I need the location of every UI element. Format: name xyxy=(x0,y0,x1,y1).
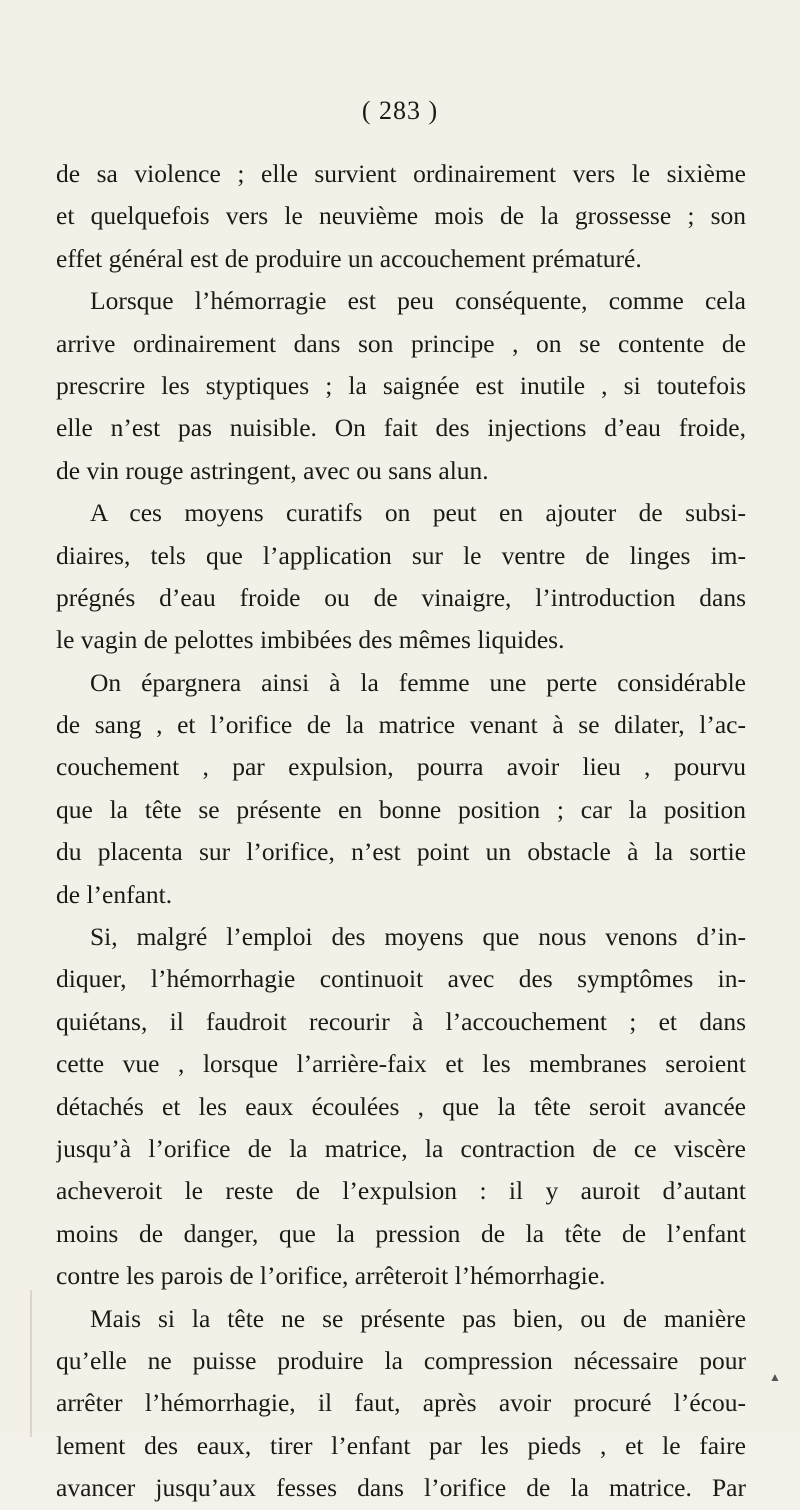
text-line: effet général est de produire un accouchement prématuré. xyxy=(56,243,642,273)
text-line: de sang , et l’orifice de la matrice venant à se dilater, l’ac- xyxy=(56,710,746,740)
text-line: lement des eaux, tirer l’enfant par les pieds , et le faire xyxy=(56,1430,746,1460)
text-line: du placenta sur l’orifice, n’est point un obstacle à la sortie xyxy=(56,837,746,867)
page-body-text xyxy=(56,153,746,1510)
text-line: couchement , par expulsion, pourra avoir lieu , pourvu xyxy=(56,752,746,782)
margin-mark: ▲ xyxy=(769,1370,781,1384)
text-line: acheveroit le reste de l’expulsion : il y auroit d’autant xyxy=(56,1176,746,1206)
text-line: prégnés d’eau froide ou de vinaigre, l’introduction dans xyxy=(56,582,746,612)
text-line: Lorsque l’hémorragie est peu conséquente, comme cela xyxy=(90,286,746,316)
text-line: elle n’est pas nuisible. On fait des injections d’eau froide, xyxy=(56,413,746,443)
text-line: avancer jusqu’aux fesses dans l’orifice de la matrice. Par xyxy=(56,1473,746,1503)
text-line: arrêter l’hémorrhagie, il faut, après avoir procuré l’écou- xyxy=(56,1388,746,1418)
text-line: Mais si la tête ne se présente pas bien, ou de manière xyxy=(90,1303,746,1333)
text-line: Si, malgré l’emploi des moyens que nous venons d’in- xyxy=(90,922,746,952)
text-line: diaires, tels que l’application sur le ventre de linges im- xyxy=(56,540,746,570)
text-line: moins de danger, que la pression de la tête de l’enfant xyxy=(56,1218,746,1248)
text-line: détachés et les eaux écoulées , que la tête seroit avancée xyxy=(56,1091,746,1121)
text-line: qu’elle ne puisse produire la compression nécessaire pour xyxy=(56,1345,746,1375)
text-line: jusqu’à l’orifice de la matrice, la contraction de ce viscère xyxy=(56,1133,746,1163)
text-line: arrive ordinairement dans son principe , on se contente de xyxy=(56,328,746,358)
text-line: de sa violence ; elle survient ordinairement vers le sixième xyxy=(56,159,746,188)
text-line: prescrire les styptiques ; la saignée est inutile , si toutefois xyxy=(56,370,746,400)
text-line: cette vue , lorsque l’arrière-faix et les membranes seroient xyxy=(56,1049,746,1079)
text-line: que la tête se présente en bonne position ; car la position xyxy=(56,794,746,824)
text-line: On épargnera ainsi à la femme une perte considérable xyxy=(90,667,746,697)
text-line: quiétans, il faudroit recourir à l’accouchement ; et dans xyxy=(56,1006,746,1036)
text-line: contre les parois de l’orifice, arrêteroit l’hémorrhagie. xyxy=(56,1261,606,1291)
text-line: A ces moyens curatifs on peut en ajouter de subsi- xyxy=(90,498,746,528)
page-edge-shadow xyxy=(30,1290,32,1437)
text-line: de vin rouge astringent, avec ou sans alun. xyxy=(56,455,489,485)
text-line: et quelquefois vers le neuvième mois de la grossesse ; son xyxy=(56,201,746,231)
text-line: diquer, l’hémorrhagie continuoit avec des symptômes in- xyxy=(56,964,746,994)
text-line: le vagin de pelottes imbibées des mêmes liquides. xyxy=(56,625,565,655)
text-line: de l’enfant. xyxy=(56,879,173,909)
page-number: ( 283 ) xyxy=(361,96,439,125)
